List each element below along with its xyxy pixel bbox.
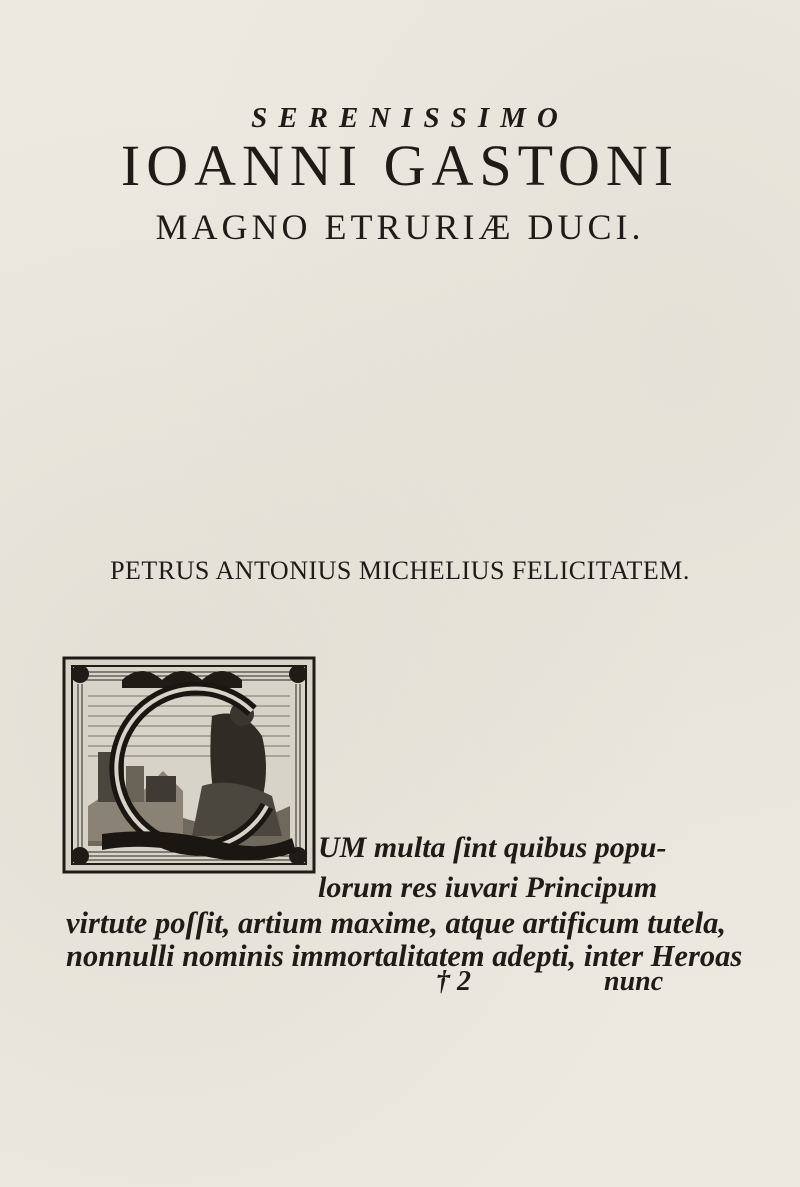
decorated-initial-woodcut-icon (62, 656, 316, 874)
woodcut-illustration (62, 656, 316, 874)
dedication-heading: SERENISSIMO (251, 102, 569, 134)
author-greeting: PETRUS ANTONIUS MICHELIUS FELICITATEM. (110, 556, 690, 585)
signature-mark: † 2 (436, 966, 471, 997)
recipient-title: MAGNO ETRURIÆ DUCI. (155, 207, 645, 247)
catchword: nunc (604, 966, 664, 997)
recipient-name: IOANNI GASTONI (120, 133, 680, 198)
catchline (0, 966, 800, 1006)
body-line-1: UM multa ſint quibus popu- (318, 831, 667, 864)
body-line-2: lorum res iuvari Principum (318, 871, 658, 904)
body-line-4: nonnulli nominis immortalitatem adepti, inter Heroas (66, 939, 743, 973)
body-line-3: virtute poſſit, artium maxime, atque artificum tutela, (66, 906, 726, 940)
